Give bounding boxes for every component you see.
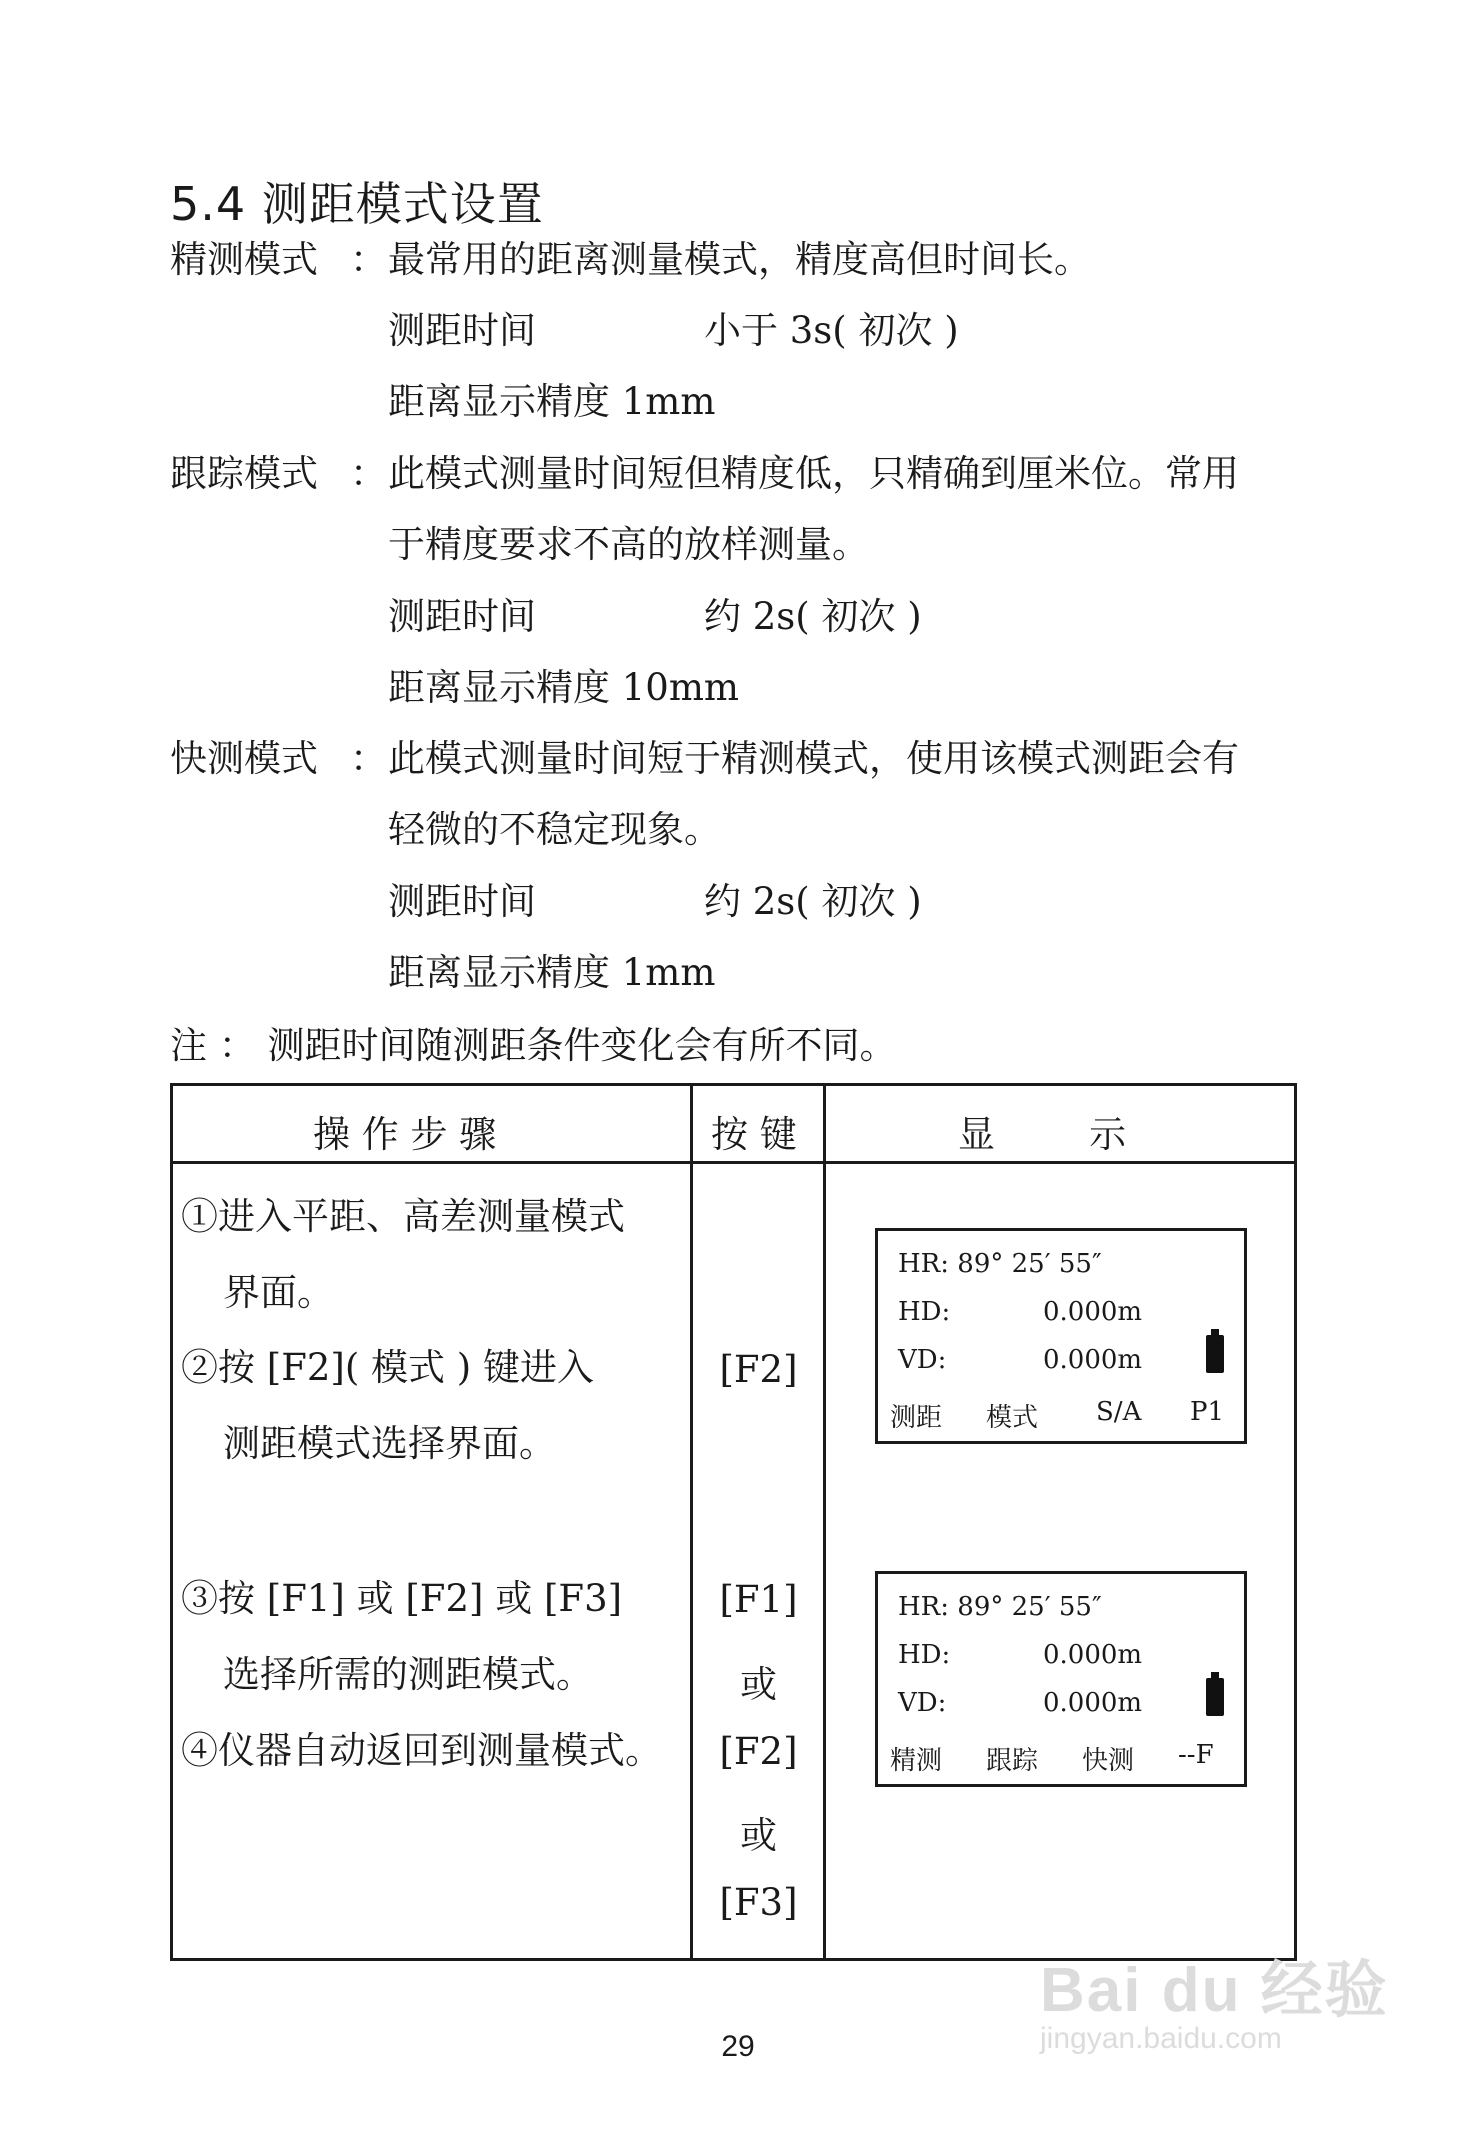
fine-precision: 距离显示精度 1mm xyxy=(388,380,716,423)
procedure-table xyxy=(170,1083,1297,1961)
softkey-1: 精测 xyxy=(890,1746,943,1776)
key-f2-alt: [F2] xyxy=(719,1730,798,1773)
quick-mode-desc-2: 轻微的不稳定现象。 xyxy=(388,808,721,851)
fine-mode-colon: ： xyxy=(350,238,387,281)
key-or: 或 xyxy=(740,1814,777,1857)
softkey-3: 快测 xyxy=(1082,1746,1135,1776)
softkey-4: --F xyxy=(1178,1740,1214,1770)
vd-value: 0.000m xyxy=(1043,1345,1143,1375)
tracking-mode-colon: ： xyxy=(350,452,387,495)
watermark-logo: Bai du 经验 xyxy=(1040,1956,1389,2025)
hr-readout: HR: 89° 25′ 55″ xyxy=(898,1592,1102,1622)
battery-icon xyxy=(1206,1335,1224,1373)
tracking-mode-desc-2: 于精度要求不高的放样测量。 xyxy=(388,523,869,566)
hd-value: 0.000m xyxy=(1043,1640,1143,1670)
vd-label: VD: xyxy=(898,1345,947,1375)
step-2-line-2: 测距模式选择界面。 xyxy=(223,1422,556,1465)
header-keys: 按 键 xyxy=(711,1113,797,1156)
fine-mode-label: 精测模式 xyxy=(170,238,318,281)
step-3-line-1: ③按 [F1] 或 [F2] 或 [F3] xyxy=(181,1577,623,1620)
fine-mode-desc: 最常用的距离测量模式，精度高但时间长。 xyxy=(388,238,1091,281)
header-steps: 操 作 步 骤 xyxy=(313,1113,497,1156)
watermark-url: jingyan.baidu.com xyxy=(1040,2022,1282,2055)
hd-value: 0.000m xyxy=(1043,1297,1143,1327)
hd-label: HD: xyxy=(898,1640,951,1670)
tracking-mode-label: 跟踪模式 xyxy=(170,452,318,495)
softkey-1: 测距 xyxy=(890,1403,943,1433)
step-1-line-1: ①进入平距、高差测量模式 xyxy=(181,1195,625,1238)
lcd-screen-measure xyxy=(875,1228,1247,1444)
tracking-mode-desc-1: 此模式测量时间短但精度低，只精确到厘米位。常用 xyxy=(388,452,1239,495)
key-f2: [F2] xyxy=(719,1348,798,1391)
quick-mode-desc-1: 此模式测量时间短于精测模式，使用该模式测距会有 xyxy=(388,737,1239,780)
softkey-2: 模式 xyxy=(986,1403,1039,1433)
header-display: 显 示 xyxy=(958,1113,1127,1156)
quick-mode-colon: ： xyxy=(350,737,387,780)
softkey-4: P1 xyxy=(1190,1397,1225,1427)
softkey-3: S/A xyxy=(1096,1397,1142,1427)
hr-readout: HR: 89° 25′ 55″ xyxy=(898,1249,1102,1279)
page-number: 29 xyxy=(721,2030,755,2063)
tracking-time-value: 约 2s( 初次 ) xyxy=(704,595,922,638)
step-1-line-2: 界面。 xyxy=(223,1271,334,1314)
quick-time-label: 测距时间 xyxy=(388,880,536,923)
quick-mode-label: 快测模式 xyxy=(170,737,318,780)
fine-time-label: 测距时间 xyxy=(388,309,536,352)
quick-precision: 距离显示精度 1mm xyxy=(388,951,716,994)
lcd-screen-mode-select xyxy=(875,1571,1247,1787)
vd-label: VD: xyxy=(898,1688,947,1718)
battery-icon xyxy=(1206,1678,1224,1716)
key-or: 或 xyxy=(740,1663,777,1706)
tracking-time-label: 测距时间 xyxy=(388,595,536,638)
note: 注 ： 测距时间随测距条件变化会有所不同。 xyxy=(170,1024,897,1067)
section-heading: 5.4 测距模式设置 xyxy=(170,177,544,231)
step-4: ④仪器自动返回到测量模式。 xyxy=(181,1729,662,1772)
step-2-line-1: ②按 [F2]( 模式 ) 键进入 xyxy=(181,1346,594,1389)
fine-time-value: 小于 3s( 初次 ) xyxy=(704,309,959,352)
key-f1: [F1] xyxy=(719,1578,798,1621)
softkey-2: 跟踪 xyxy=(986,1746,1039,1776)
key-f3: [F3] xyxy=(719,1881,798,1924)
vd-value: 0.000m xyxy=(1043,1688,1143,1718)
quick-time-value: 约 2s( 初次 ) xyxy=(704,880,922,923)
step-3-line-2: 选择所需的测距模式。 xyxy=(223,1653,593,1696)
header-divider xyxy=(173,1161,1294,1164)
hd-label: HD: xyxy=(898,1297,951,1327)
tracking-precision: 距离显示精度 10mm xyxy=(388,666,740,709)
